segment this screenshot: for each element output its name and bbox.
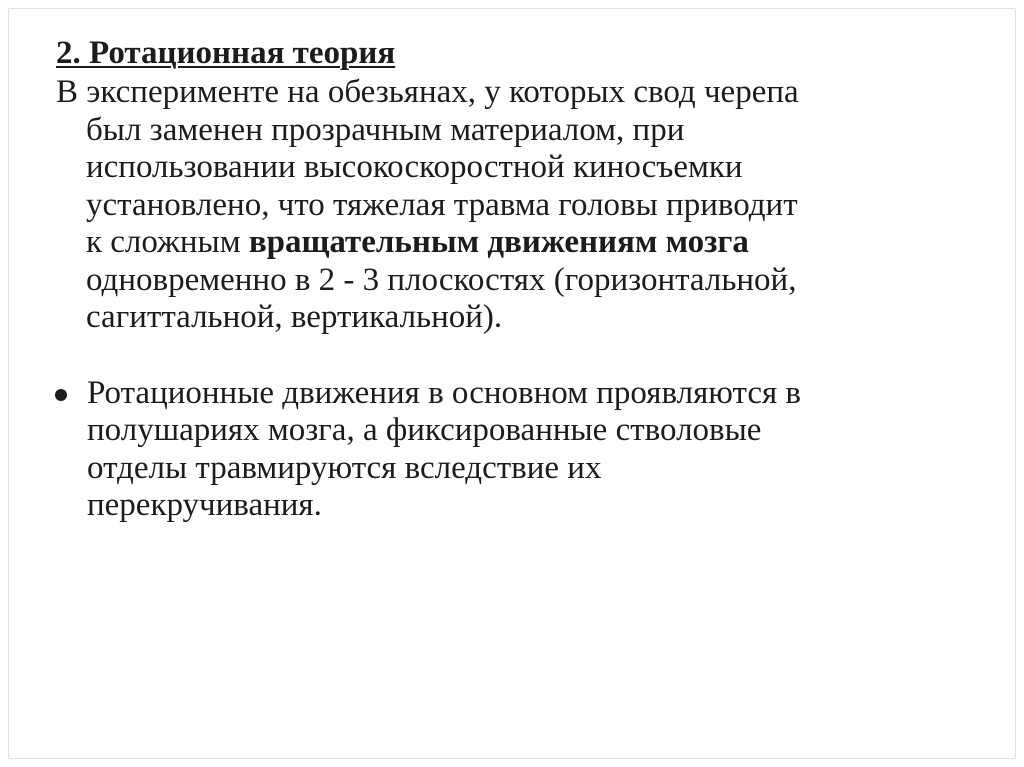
paragraph-line: В эксперименте на обезьянах, у которых свод черепа	[56, 74, 799, 110]
paragraph-experiment	[55, 74, 980, 337]
slide-content	[55, 34, 980, 525]
paragraph-line-with-emphasis	[55, 224, 980, 262]
emphasis-text: вращательным движениям мозга	[248, 224, 749, 260]
bullet-line: Ротационные движения в основном проявляются в	[87, 374, 801, 411]
paragraph-line: сагиттальной, вертикальной).	[86, 299, 503, 335]
paragraph-line: был заменен прозрачным материалом, при	[86, 111, 685, 148]
bullet-line: полушариях мозга, а фиксированные стволовые	[87, 412, 762, 448]
bullet-item-rotation	[55, 375, 980, 525]
slide-title: 2. Ротационная теория	[56, 35, 396, 71]
bullet-line: перекручивания.	[87, 487, 322, 523]
paragraph-line: использовании высокоскоростной киносъемки	[86, 149, 743, 185]
bullet-dot-icon	[55, 389, 67, 401]
paragraph-line: установлено, что тяжелая травма головы приводит	[86, 186, 798, 223]
paragraph-text: к сложным	[86, 224, 249, 260]
paragraph-line: одновременно в 2 - 3 плоскостях (горизонтальной,	[86, 261, 797, 298]
bullet-line: отделы травмируются вследствие их	[87, 449, 602, 486]
